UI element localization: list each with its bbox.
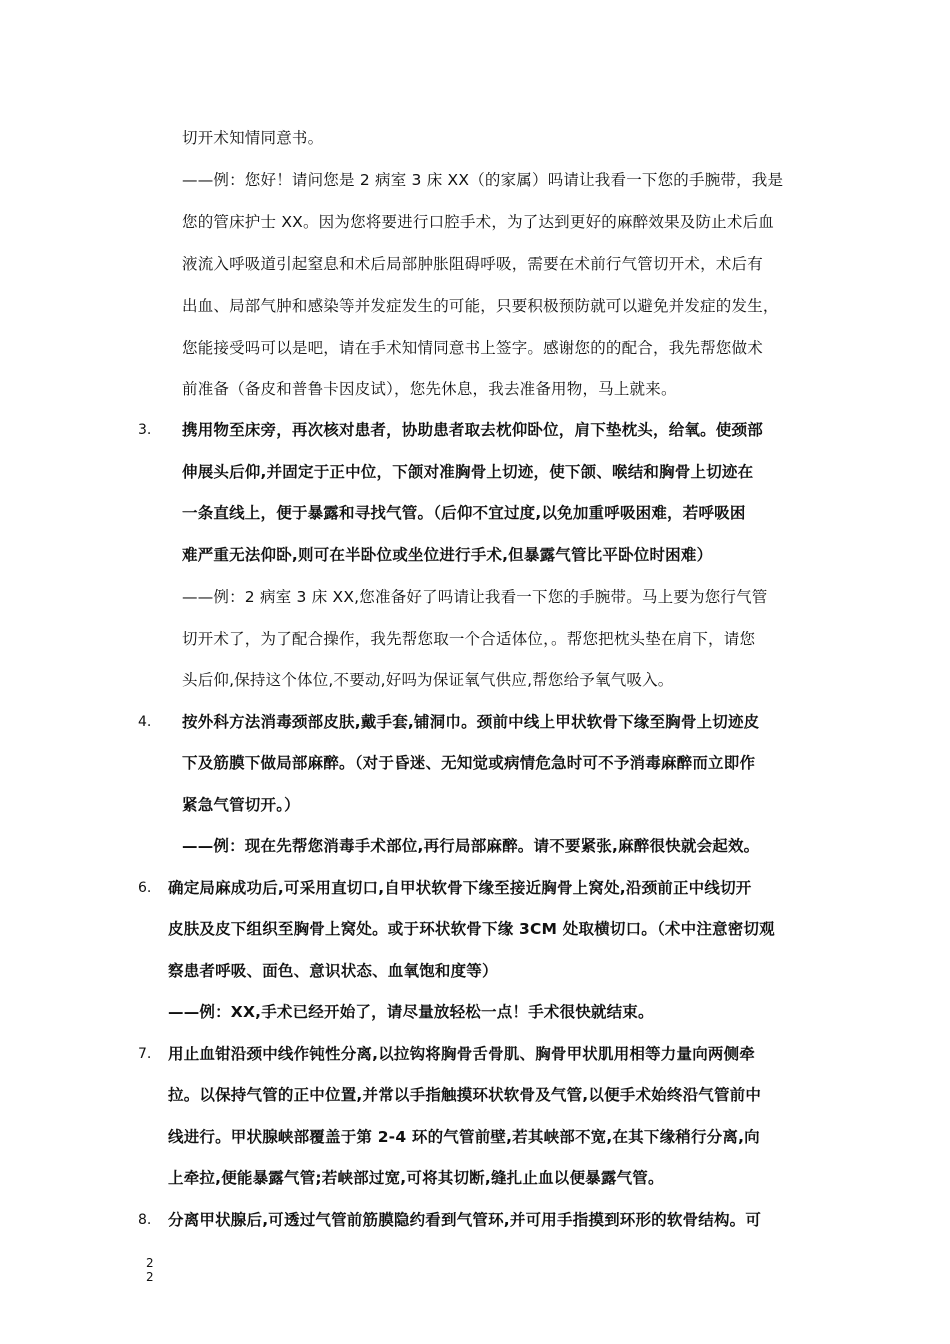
intro-line: 液流入呼吸道引起窒息和术后局部肿胀阻碍呼吸，需要在术前行气管切开术，术后有 [182, 255, 763, 273]
page-number-digit: 2 [146, 1270, 154, 1284]
step-text-line: 上牵拉,便能暴露气管;若峡部过宽,可将其切断,缝扎止血以便暴露气管。 [168, 1169, 664, 1187]
step-text-line: 难严重无法仰卧,则可在半卧位或坐位进行手术,但暴露气管比平卧位时困难） [182, 546, 713, 564]
example-line: ——例：现在先帮您消毒手术部位,再行局部麻醉。请不要紧张,麻醉很快就会起效。 [182, 837, 760, 855]
step-number: 6. [138, 880, 152, 896]
intro-line: 前准备（备皮和普鲁卡因皮试），您先休息，我去准备用物，马上就来。 [182, 380, 677, 398]
step-number: 8. [138, 1212, 152, 1228]
step-number: 4. [138, 714, 152, 730]
step-text-line: 察患者呼吸、面色、意识状态、血氧饱和度等） [168, 962, 498, 980]
intro-line: 切开术知情同意书。 [182, 129, 324, 147]
example-line: ——例：XX,手术已经开始了，请尽量放轻松一点！手术很快就结束。 [168, 1003, 654, 1021]
intro-line: ——例：您好！请问您是 2 病室 3 床 XX（的家属）吗请让我看一下您的手腕带，我是 [182, 171, 784, 189]
intro-line: 您的管床护士 XX。因为您将要进行口腔手术，为了达到更好的麻醉效果及防止术后血 [182, 213, 774, 231]
example-line: 切开术了，为了配合操作，我先帮您取一个合适体位，。帮您把枕头垫在肩下，请您 [182, 630, 756, 648]
intro-line: 您能接受吗可以是吧，请在手术知情同意书上签字。感谢您的的配合，我先帮您做术 [182, 339, 763, 357]
step-text-line: 拉。以保持气管的正中位置,并常以手指触摸环状软骨及气管,以便手术始终沿气管前中 [168, 1086, 762, 1104]
step-text-line: 紧急气管切开。） [182, 796, 300, 814]
step-number: 3. [138, 422, 152, 438]
step-text-line: 按外科方法消毒颈部皮肤,戴手套,铺洞巾。颈前中线上甲状软骨下缘至胸骨上切迹皮 [182, 713, 760, 731]
step-text-line: 皮肤及皮下组织至胸骨上窝处。或于环状软骨下缘 3CM 处取横切口。（术中注意密切观 [168, 920, 775, 938]
step-text-line: 下及筋膜下做局部麻醉。（对于昏迷、无知觉或病情危急时可不予消毒麻醉而立即作 [182, 754, 756, 772]
step-number: 7. [138, 1046, 152, 1062]
step-text-line: 线进行。甲状腺峡部覆盖于第 2-4 环的气管前壁,若其峡部不宽,在其下缘稍行分离,向 [168, 1128, 760, 1146]
page-number-digit: 2 [146, 1256, 154, 1270]
step-text-line: 携用物至床旁，再次核对患者，协助患者取去枕仰卧位，肩下垫枕头，给氧。使颈部 [182, 421, 763, 439]
example-line: ——例：2 病室 3 床 XX,您准备好了吗请让我看一下您的手腕带。马上要为您行气管 [182, 588, 768, 606]
step-text-line: 用止血钳沿颈中线作钝性分离,以拉钩将胸骨舌骨肌、胸骨甲状肌用相等力量向两侧牵 [168, 1045, 755, 1063]
intro-line: 出血、局部气肿和感染等并发症发生的可能，只要积极预防就可以避免并发症的发生， [182, 297, 779, 315]
step-text-line: 确定局麻成功后,可采用直切口,自甲状软骨下缘至接近胸骨上窝处,沿颈前正中线切开 [168, 879, 752, 897]
step-text-line: 分离甲状腺后,可透过气管前筋膜隐约看到气管环,并可用手指摸到环形的软骨结构。可 [168, 1211, 762, 1229]
step-text-line: 一条直线上，便于暴露和寻找气管。（后仰不宜过度,以免加重呼吸困难，若呼吸困 [182, 504, 746, 522]
step-text-line: 伸展头后仰,并固定于正中位，下颌对准胸骨上切迹，使下颌、喉结和胸骨上切迹在 [182, 463, 754, 481]
example-line: 头后仰,保持这个体位,不要动,好吗为保证氧气供应,帮您给予氧气吸入。 [182, 671, 674, 689]
